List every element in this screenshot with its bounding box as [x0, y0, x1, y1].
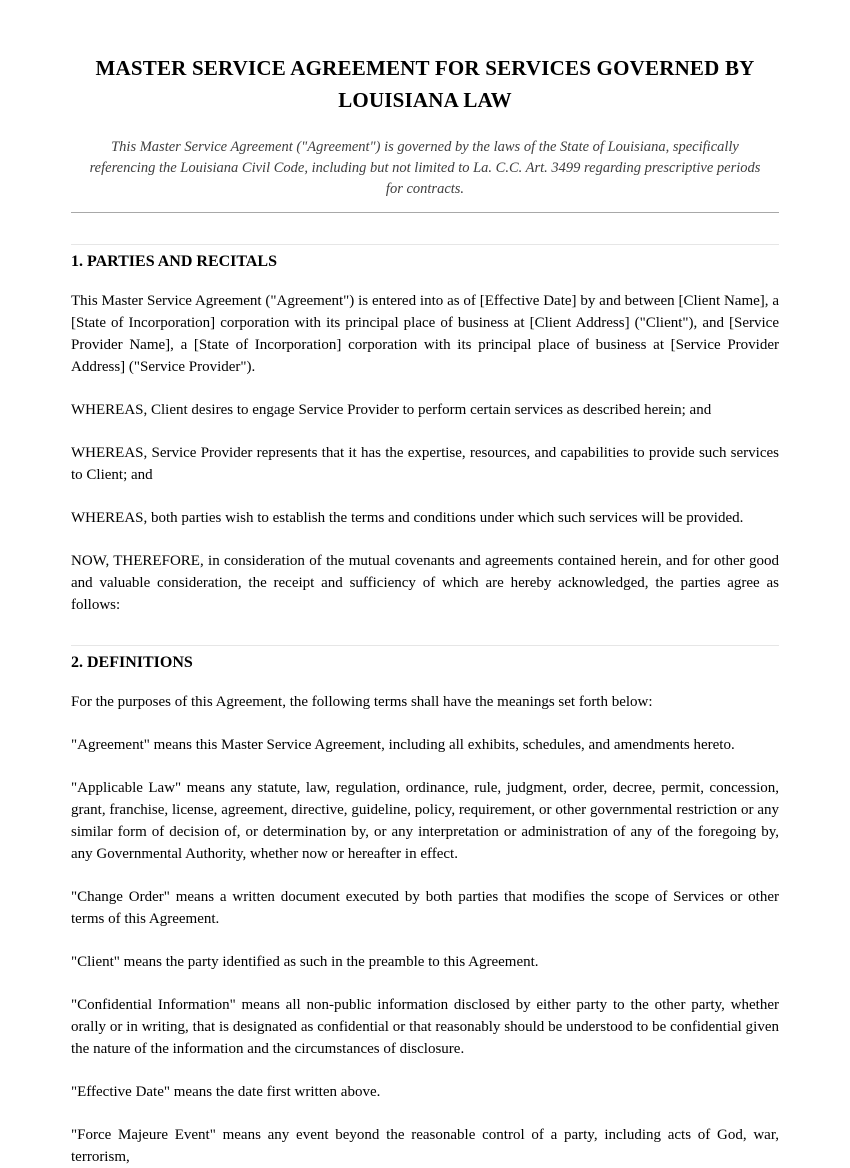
whereas-clause-1: WHEREAS, Client desires to engage Service Provider to perform certain services as described herein; and [71, 402, 712, 418]
definition-effective-date: "Effective Date" means the date first written above. [71, 1084, 381, 1100]
whereas-clause-2: WHEREAS, Service Provider represents that it has the expertise, resources, and capabilities to provide such services to Client; and [71, 445, 779, 483]
now-therefore-clause: NOW, THEREFORE, in consideration of the mutual covenants and agreements contained herein, and for other good and valuable consideration, the receipt and sufficiency of which are hereby acknowledged, the parties agree as follows: [71, 553, 779, 613]
document-subtitle: This Master Service Agreement ("Agreement") is governed by the laws of the State of Louisiana, specifically referencing the Louisiana Civil Code, including but not limited to La. C.C. Art. 3499 regarding prescriptive periods for contracts. [89, 139, 761, 197]
document-page [0, 52, 850, 1168]
intro-paragraph: This Master Service Agreement ("Agreement") is entered into as of [Effective Date] by and between [Client Name], a [State of Incorporation] corporation with its principal place of business at [Client Address] ("Client"), and [Service Provider Name], a [State of Incorporation] corporation with its principal place of business at [Service Provider Address] ("Service Provider"). [71, 293, 779, 375]
section-parties-and-recitals [71, 244, 779, 616]
section-heading-definitions: 2. DEFINITIONS [71, 654, 193, 671]
definition-force-majeure: "Force Majeure Event" means any event beyond the reasonable control of a party, including acts of God, war, terrorism, [71, 1127, 779, 1165]
section-heading-parties-and-recitals: 1. PARTIES AND RECITALS [71, 253, 277, 270]
document-title: MASTER SERVICE AGREEMENT FOR SERVICES GOVERNED BY LOUISIANA LAW [95, 56, 755, 112]
whereas-clause-3: WHEREAS, both parties wish to establish the terms and conditions under which such services will be provided. [71, 510, 744, 526]
section-definitions [71, 645, 779, 1168]
definition-client: "Client" means the party identified as such in the preamble to this Agreement. [71, 954, 539, 970]
title-divider [71, 212, 779, 213]
definition-applicable-law: "Applicable Law" means any statute, law, regulation, ordinance, rule, judgment, order, decree, permit, concession, grant, franchise, license, agreement, directive, guideline, policy, requirement, or other governmental restriction or any similar form of decision of, or determination by, or any interpretation or administration of any of the foregoing by, any Governmental Authority, whether now or hereafter in effect. [71, 780, 779, 862]
definition-agreement: "Agreement" means this Master Service Agreement, including all exhibits, schedules, and amendments hereto. [71, 737, 735, 753]
definition-confidential-information: "Confidential Information" means all non-public information disclosed by either party to the other party, whether orally or in writing, that is designated as confidential or that reasonably should be understood to be confidential given the nature of the information and the circumstances of disclosure. [71, 997, 779, 1057]
definitions-intro: For the purposes of this Agreement, the following terms shall have the meanings set forth below: [71, 694, 653, 710]
definition-change-order: "Change Order" means a written document executed by both parties that modifies the scope of Services or other terms of this Agreement. [71, 889, 779, 927]
